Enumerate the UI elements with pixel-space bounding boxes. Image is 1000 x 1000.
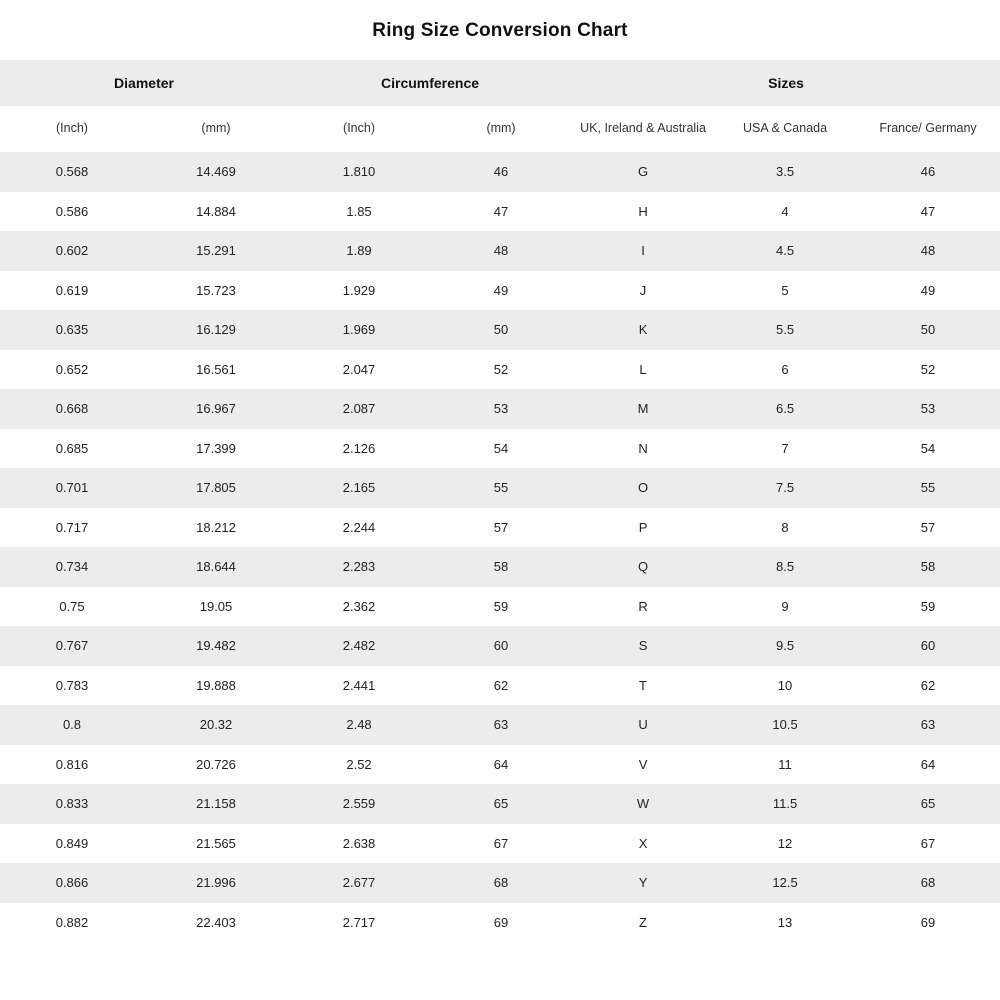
table-row: [0, 389, 1000, 429]
cell-usa-size: 5: [714, 271, 856, 311]
cell-france-germany-size: 48: [856, 231, 1000, 271]
cell-circumference-inch: 1.810: [288, 152, 430, 192]
cell-usa-size: 9.5: [714, 626, 856, 666]
cell-uk-size: N: [572, 429, 714, 469]
cell-circumference-mm: 64: [430, 745, 572, 785]
table-row: [0, 626, 1000, 666]
cell-circumference-inch: 2.48: [288, 705, 430, 745]
cell-usa-size: 3.5: [714, 152, 856, 192]
table-row: [0, 350, 1000, 390]
cell-usa-size: 9: [714, 587, 856, 627]
cell-diameter-inch: 0.767: [0, 626, 144, 666]
cell-circumference-inch: 2.087: [288, 389, 430, 429]
cell-diameter-inch: 0.866: [0, 863, 144, 903]
cell-uk-size: Z: [572, 903, 714, 943]
cell-circumference-inch: 2.52: [288, 745, 430, 785]
table-group-header-row: [0, 60, 1000, 106]
cell-france-germany-size: 58: [856, 547, 1000, 587]
cell-uk-size: O: [572, 468, 714, 508]
cell-france-germany-size: 59: [856, 587, 1000, 627]
cell-france-germany-size: 50: [856, 310, 1000, 350]
cell-uk-size: M: [572, 389, 714, 429]
cell-circumference-inch: 2.638: [288, 824, 430, 864]
cell-uk-size: H: [572, 192, 714, 232]
cell-diameter-inch: 0.668: [0, 389, 144, 429]
cell-circumference-inch: 2.362: [288, 587, 430, 627]
cell-circumference-inch: 1.89: [288, 231, 430, 271]
cell-uk-size: Q: [572, 547, 714, 587]
cell-diameter-mm: 21.565: [144, 824, 288, 864]
cell-circumference-mm: 54: [430, 429, 572, 469]
cell-diameter-inch: 0.619: [0, 271, 144, 311]
cell-circumference-mm: 49: [430, 271, 572, 311]
cell-france-germany-size: 57: [856, 508, 1000, 548]
cell-circumference-mm: 68: [430, 863, 572, 903]
cell-france-germany-size: 67: [856, 824, 1000, 864]
table-row: [0, 587, 1000, 627]
cell-diameter-mm: 16.561: [144, 350, 288, 390]
cell-circumference-mm: 47: [430, 192, 572, 232]
cell-diameter-inch: 0.734: [0, 547, 144, 587]
cell-usa-size: 5.5: [714, 310, 856, 350]
cell-diameter-mm: 17.399: [144, 429, 288, 469]
cell-diameter-inch: 0.75: [0, 587, 144, 627]
table-row: [0, 310, 1000, 350]
cell-circumference-inch: 1.85: [288, 192, 430, 232]
cell-usa-size: 11.5: [714, 784, 856, 824]
cell-usa-size: 8: [714, 508, 856, 548]
cell-diameter-inch: 0.602: [0, 231, 144, 271]
group-header-diameter: Diameter: [0, 60, 288, 106]
table-row: [0, 429, 1000, 469]
cell-uk-size: J: [572, 271, 714, 311]
cell-circumference-inch: 2.717: [288, 903, 430, 943]
cell-diameter-inch: 0.701: [0, 468, 144, 508]
cell-france-germany-size: 69: [856, 903, 1000, 943]
cell-diameter-mm: 19.05: [144, 587, 288, 627]
cell-circumference-inch: 2.244: [288, 508, 430, 548]
cell-diameter-inch: 0.652: [0, 350, 144, 390]
cell-france-germany-size: 46: [856, 152, 1000, 192]
cell-usa-size: 7.5: [714, 468, 856, 508]
cell-diameter-mm: 20.32: [144, 705, 288, 745]
cell-uk-size: S: [572, 626, 714, 666]
cell-usa-size: 10.5: [714, 705, 856, 745]
cell-diameter-mm: 14.469: [144, 152, 288, 192]
group-header-sizes: Sizes: [572, 60, 1000, 106]
table-row: [0, 231, 1000, 271]
cell-usa-size: 4: [714, 192, 856, 232]
cell-uk-size: V: [572, 745, 714, 785]
table-row: [0, 824, 1000, 864]
column-header-diameter-mm: (mm): [144, 106, 288, 152]
cell-diameter-inch: 0.8: [0, 705, 144, 745]
cell-circumference-inch: 2.482: [288, 626, 430, 666]
cell-usa-size: 4.5: [714, 231, 856, 271]
cell-diameter-mm: 16.129: [144, 310, 288, 350]
cell-circumference-mm: 46: [430, 152, 572, 192]
cell-usa-size: 6: [714, 350, 856, 390]
cell-circumference-mm: 65: [430, 784, 572, 824]
table-row: [0, 784, 1000, 824]
cell-diameter-inch: 0.882: [0, 903, 144, 943]
cell-circumference-inch: 2.441: [288, 666, 430, 706]
cell-diameter-mm: 17.805: [144, 468, 288, 508]
cell-france-germany-size: 64: [856, 745, 1000, 785]
cell-uk-size: Y: [572, 863, 714, 903]
cell-circumference-mm: 62: [430, 666, 572, 706]
cell-diameter-mm: 19.888: [144, 666, 288, 706]
cell-circumference-inch: 2.165: [288, 468, 430, 508]
table-row: [0, 152, 1000, 192]
cell-circumference-inch: 2.126: [288, 429, 430, 469]
cell-france-germany-size: 52: [856, 350, 1000, 390]
cell-diameter-mm: 22.403: [144, 903, 288, 943]
cell-france-germany-size: 68: [856, 863, 1000, 903]
cell-usa-size: 7: [714, 429, 856, 469]
table-body: [0, 152, 1000, 942]
cell-diameter-inch: 0.635: [0, 310, 144, 350]
cell-france-germany-size: 55: [856, 468, 1000, 508]
cell-usa-size: 6.5: [714, 389, 856, 429]
cell-circumference-mm: 57: [430, 508, 572, 548]
cell-circumference-mm: 69: [430, 903, 572, 943]
cell-circumference-inch: 2.047: [288, 350, 430, 390]
cell-diameter-mm: 15.291: [144, 231, 288, 271]
cell-circumference-mm: 55: [430, 468, 572, 508]
cell-circumference-mm: 67: [430, 824, 572, 864]
cell-usa-size: 12.5: [714, 863, 856, 903]
cell-uk-size: W: [572, 784, 714, 824]
cell-uk-size: R: [572, 587, 714, 627]
cell-diameter-mm: 19.482: [144, 626, 288, 666]
cell-diameter-inch: 0.717: [0, 508, 144, 548]
cell-circumference-inch: 2.283: [288, 547, 430, 587]
cell-usa-size: 12: [714, 824, 856, 864]
cell-france-germany-size: 49: [856, 271, 1000, 311]
cell-uk-size: T: [572, 666, 714, 706]
column-header-circumference-mm: (mm): [430, 106, 572, 152]
cell-uk-size: U: [572, 705, 714, 745]
cell-uk-size: X: [572, 824, 714, 864]
cell-diameter-inch: 0.833: [0, 784, 144, 824]
cell-diameter-mm: 21.996: [144, 863, 288, 903]
cell-diameter-mm: 15.723: [144, 271, 288, 311]
cell-diameter-mm: 14.884: [144, 192, 288, 232]
cell-circumference-inch: 1.969: [288, 310, 430, 350]
cell-france-germany-size: 63: [856, 705, 1000, 745]
cell-uk-size: G: [572, 152, 714, 192]
cell-diameter-inch: 0.849: [0, 824, 144, 864]
cell-france-germany-size: 62: [856, 666, 1000, 706]
cell-diameter-mm: 21.158: [144, 784, 288, 824]
cell-uk-size: I: [572, 231, 714, 271]
cell-usa-size: 8.5: [714, 547, 856, 587]
cell-circumference-mm: 60: [430, 626, 572, 666]
table-head: [0, 60, 1000, 152]
cell-diameter-inch: 0.783: [0, 666, 144, 706]
cell-diameter-mm: 18.644: [144, 547, 288, 587]
ring-size-table: [0, 60, 1000, 942]
table-row: [0, 745, 1000, 785]
table-sub-header-row: [0, 106, 1000, 152]
column-header-uk-ireland-australia: UK, Ireland & Australia: [572, 106, 714, 152]
column-header-usa-canada: USA & Canada: [714, 106, 856, 152]
cell-france-germany-size: 54: [856, 429, 1000, 469]
table-row: [0, 863, 1000, 903]
cell-uk-size: L: [572, 350, 714, 390]
cell-circumference-inch: 2.677: [288, 863, 430, 903]
cell-circumference-mm: 59: [430, 587, 572, 627]
cell-diameter-mm: 20.726: [144, 745, 288, 785]
column-header-circumference-inch: (Inch): [288, 106, 430, 152]
table-row: [0, 705, 1000, 745]
cell-diameter-mm: 18.212: [144, 508, 288, 548]
cell-diameter-inch: 0.685: [0, 429, 144, 469]
cell-circumference-mm: 58: [430, 547, 572, 587]
table-row: [0, 271, 1000, 311]
column-header-france-germany: France/ Germany: [856, 106, 1000, 152]
cell-circumference-mm: 50: [430, 310, 572, 350]
cell-uk-size: K: [572, 310, 714, 350]
cell-diameter-inch: 0.568: [0, 152, 144, 192]
table-row: [0, 508, 1000, 548]
table-row: [0, 903, 1000, 943]
cell-france-germany-size: 53: [856, 389, 1000, 429]
column-header-diameter-inch: (Inch): [0, 106, 144, 152]
cell-usa-size: 10: [714, 666, 856, 706]
cell-france-germany-size: 60: [856, 626, 1000, 666]
cell-circumference-mm: 53: [430, 389, 572, 429]
cell-circumference-inch: 1.929: [288, 271, 430, 311]
cell-diameter-inch: 0.586: [0, 192, 144, 232]
cell-circumference-mm: 48: [430, 231, 572, 271]
group-header-circumference: Circumference: [288, 60, 572, 106]
cell-france-germany-size: 47: [856, 192, 1000, 232]
table-row: [0, 468, 1000, 508]
table-row: [0, 192, 1000, 232]
cell-circumference-inch: 2.559: [288, 784, 430, 824]
cell-circumference-mm: 52: [430, 350, 572, 390]
cell-circumference-mm: 63: [430, 705, 572, 745]
cell-usa-size: 13: [714, 903, 856, 943]
table-row: [0, 666, 1000, 706]
cell-usa-size: 11: [714, 745, 856, 785]
cell-diameter-inch: 0.816: [0, 745, 144, 785]
cell-france-germany-size: 65: [856, 784, 1000, 824]
table-row: [0, 547, 1000, 587]
cell-uk-size: P: [572, 508, 714, 548]
cell-diameter-mm: 16.967: [144, 389, 288, 429]
page-title: Ring Size Conversion Chart: [372, 20, 628, 41]
